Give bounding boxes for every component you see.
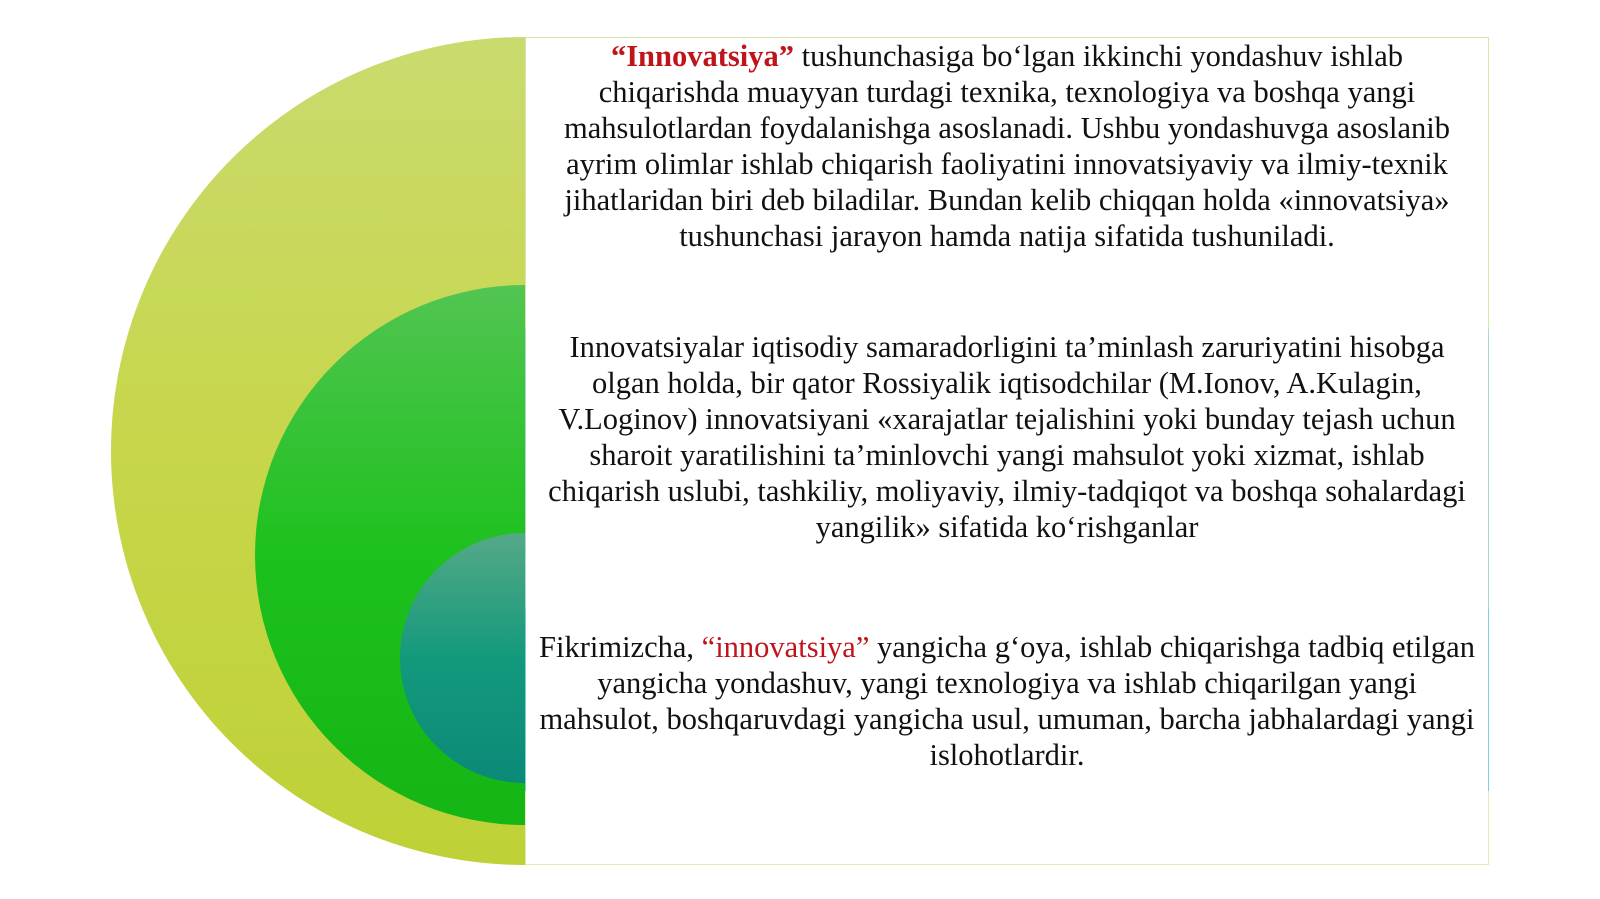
panel-1-text: tushunchasiga bo‘lgan ikkinchi yondashuv ishlab chiqarishda muayyan turdagi texnika, texnologiya va boshqa yangi mahsulotlardan foydalanishga asoslanadi. Ushbu yondashuvga asoslanib ayrim olimlar ishlab chiqarish faoliyatini innovatsiyaviy va ilmiy-texnik jihatlaridan biri deb biladilar. Bundan kelib chiqqan holda «innovatsiya» tushunchasi jarayon hamda natija sifatida tushuniladi. <box>563 39 1451 253</box>
panel-3-text: yangicha g‘oya, ishlab chiqarishga tadbiq etilgan yangicha yondashuv, yangi texnologiya va ishlab chiqarilgan yangi mahsulot, boshqaruvdagi yangicha usul, umuman, barcha jabhalardagi yangi islohotlardir. <box>539 630 1475 772</box>
panel-2-text: Innovatsiyalar iqtisodiy samaradorligini ta’minlash zaruriyatini hisobga olgan holda, bir qator Rossiyalik iqtisodchilar (M.Ionov, A.Kulagin, V.Loginov) innovatsiyani «xarajatlar tejalishini yoki bunday tejash uchun sharoit yaratilishini ta’minlovchi yangi mahsulot yoki xizmat, ishlab chiqarish uslubi, tashkiliy, moliyaviy, ilmiy-tadqiqot va boshqa sohalardagi yangilik» sifatida ko‘rishganlar <box>548 330 1466 544</box>
text-panel-1 <box>525 37 1489 330</box>
innovatsiya-term: “Innovatsiya” <box>610 39 794 73</box>
panel-3-prefix: Fikrimizcha, <box>539 630 702 664</box>
panel-3-paragraph <box>536 629 1478 773</box>
panel-1-paragraph <box>540 38 1474 254</box>
empty-panel <box>525 791 1489 865</box>
text-panel-2 <box>525 329 1489 610</box>
text-panel-3 <box>525 609 1489 792</box>
innovatsiya-term: “innovatsiya” <box>701 630 870 664</box>
